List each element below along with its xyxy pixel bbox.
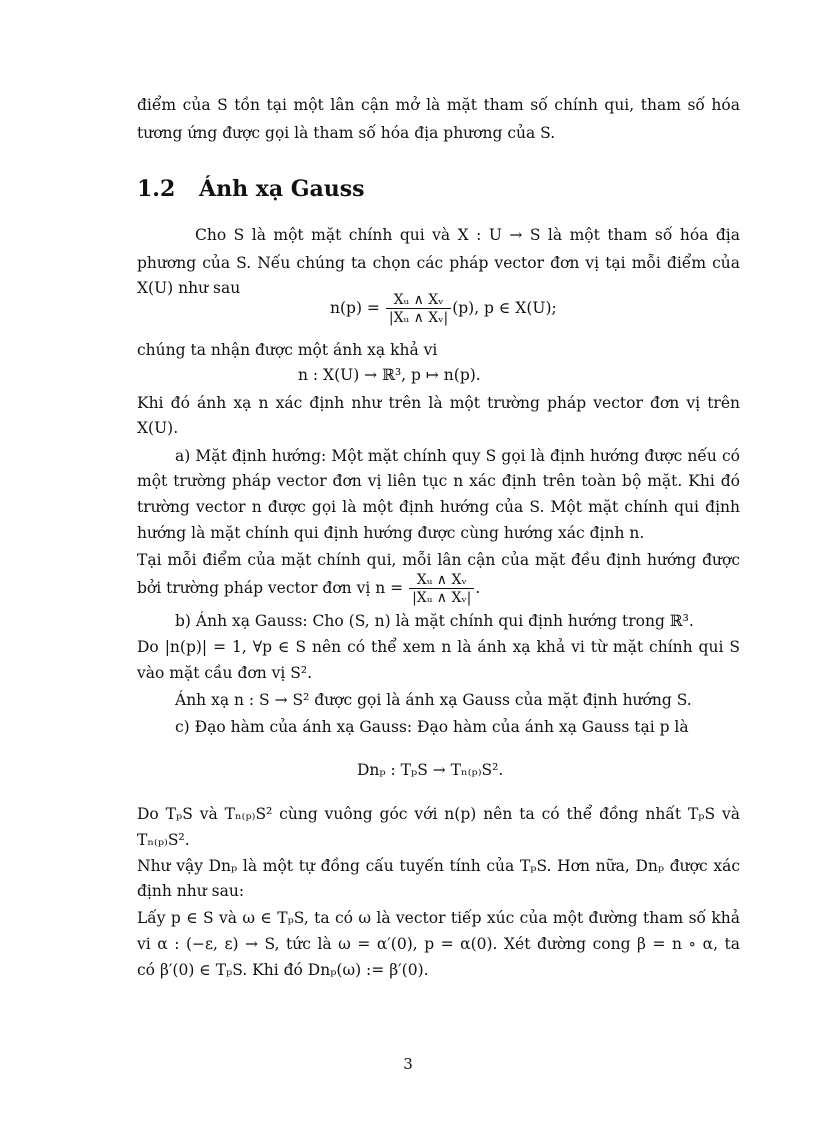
- item-a-line-4: hướng là mặt chính qui định hướng được cùng hướng xác định n.: [137, 524, 645, 542]
- para3-line-2: X(U).: [137, 419, 179, 437]
- item-a-line-2: một trường pháp vector đơn vị liên tục n xác định trên toàn bộ mặt. Khi đó: [137, 472, 740, 490]
- item-c-line-4: Như vậy Dnₚ là một tự đồng cấu tuyến tính của TₚS. Hơn nữa, Dnₚ được xác: [137, 857, 740, 875]
- item-a-numerator: Xᵤ ∧ Xᵥ: [416, 572, 467, 588]
- equation-gauss-derivative: Dnₚ : TₚS → Tₙ₍ₚ₎S².: [357, 761, 504, 779]
- item-c-line-6: Lấy p ∈ S và ω ∈ TₚS, ta có ω là vector tiếp xúc của một đường tham số khả: [137, 909, 740, 927]
- equation-normal-vector: [330, 292, 557, 326]
- item-b-line-3: vào mặt cầu đơn vị S².: [137, 664, 313, 682]
- item-a-denominator: |Xᵤ ∧ Xᵥ|: [409, 588, 474, 606]
- para2-line-1: chúng ta nhận được một ánh xạ khả vi: [137, 341, 438, 359]
- para1-line-1: Cho S là một mặt chính qui và X : U → S là một tham số hóa địa: [195, 226, 740, 244]
- eq1-denominator: |Xᵤ ∧ Xᵥ|: [386, 308, 451, 326]
- section-number: 1.2: [137, 176, 176, 202]
- equation-map-n: n : X(U) → ℝ³, p ↦ n(p).: [298, 366, 481, 384]
- section-heading: [137, 176, 365, 202]
- item-c-line-8: có β′(0) ∈ TₚS. Khi đó Dnₚ(ω) := β′(0).: [137, 961, 429, 979]
- para1-line-3: X(U) như sau: [137, 279, 241, 297]
- item-c-line-3: Tₙ₍ₚ₎S².: [137, 831, 190, 849]
- section-title: Ánh xạ Gauss: [199, 176, 365, 202]
- para1-line-2: phương của S. Nếu chúng ta chọn các pháp vector đơn vị tại mỗi điểm của: [137, 254, 740, 272]
- item-b-line-4: Ánh xạ n : S → S² được gọi là ánh xạ Gauss của mặt định hướng S.: [175, 691, 692, 709]
- eq1-rhs: (p), p ∈ X(U);: [452, 299, 557, 317]
- intro-line-1: điểm của S tồn tại một lân cận mở là mặt tham số chính qui, tham số hóa: [137, 96, 740, 114]
- item-a-line-5: Tại mỗi điểm của mặt chính qui, mỗi lân cận của mặt đều định hướng được: [137, 551, 740, 569]
- item-b-line-2: Do |n(p)| = 1, ∀p ∈ S nên có thể xem n là ánh xạ khả vi từ mặt chính qui S: [137, 638, 740, 656]
- eq1-lhs: n(p) =: [330, 299, 380, 317]
- item-a-period: .: [475, 579, 481, 597]
- item-c-line-2: Do TₚS và Tₙ₍ₚ₎S² cùng vuông góc với n(p) nên ta có thể đồng nhất TₚS và: [137, 805, 740, 823]
- item-a-fraction: [409, 572, 474, 606]
- eq1-numerator: Xᵤ ∧ Xᵥ: [393, 292, 444, 308]
- eq1-fraction: [386, 292, 451, 326]
- item-c-line-1: c) Đạo hàm của ánh xạ Gauss: Đạo hàm của ánh xạ Gauss tại p là: [175, 718, 689, 736]
- item-b-line-1: b) Ánh xạ Gauss: Cho (S, n) là mặt chính qui định hướng trong ℝ³.: [175, 612, 694, 630]
- item-c-line-5: định như sau:: [137, 882, 245, 900]
- item-a-line-1: a) Mặt định hướng: Một mặt chính quy S gọi là định hướng được nếu có: [175, 447, 740, 465]
- intro-line-2: tương ứng được gọi là tham số hóa địa phương của S.: [137, 124, 556, 142]
- item-a-line-3: trường vector n được gọi là một định hướng của S. Một mặt chính qui định: [137, 498, 740, 516]
- page-number: 3: [403, 1055, 413, 1073]
- item-a-line-6-text: bởi trường pháp vector đơn vị n =: [137, 579, 404, 597]
- item-a-line-6: [137, 572, 740, 606]
- para3-line-1: Khi đó ánh xạ n xác định như trên là một trường pháp vector đơn vị trên: [137, 394, 740, 412]
- item-c-line-7: vi α : (−ε, ε) → S, tức là ω = α′(0), p = α(0). Xét đường cong β = n ∘ α, ta: [137, 935, 740, 953]
